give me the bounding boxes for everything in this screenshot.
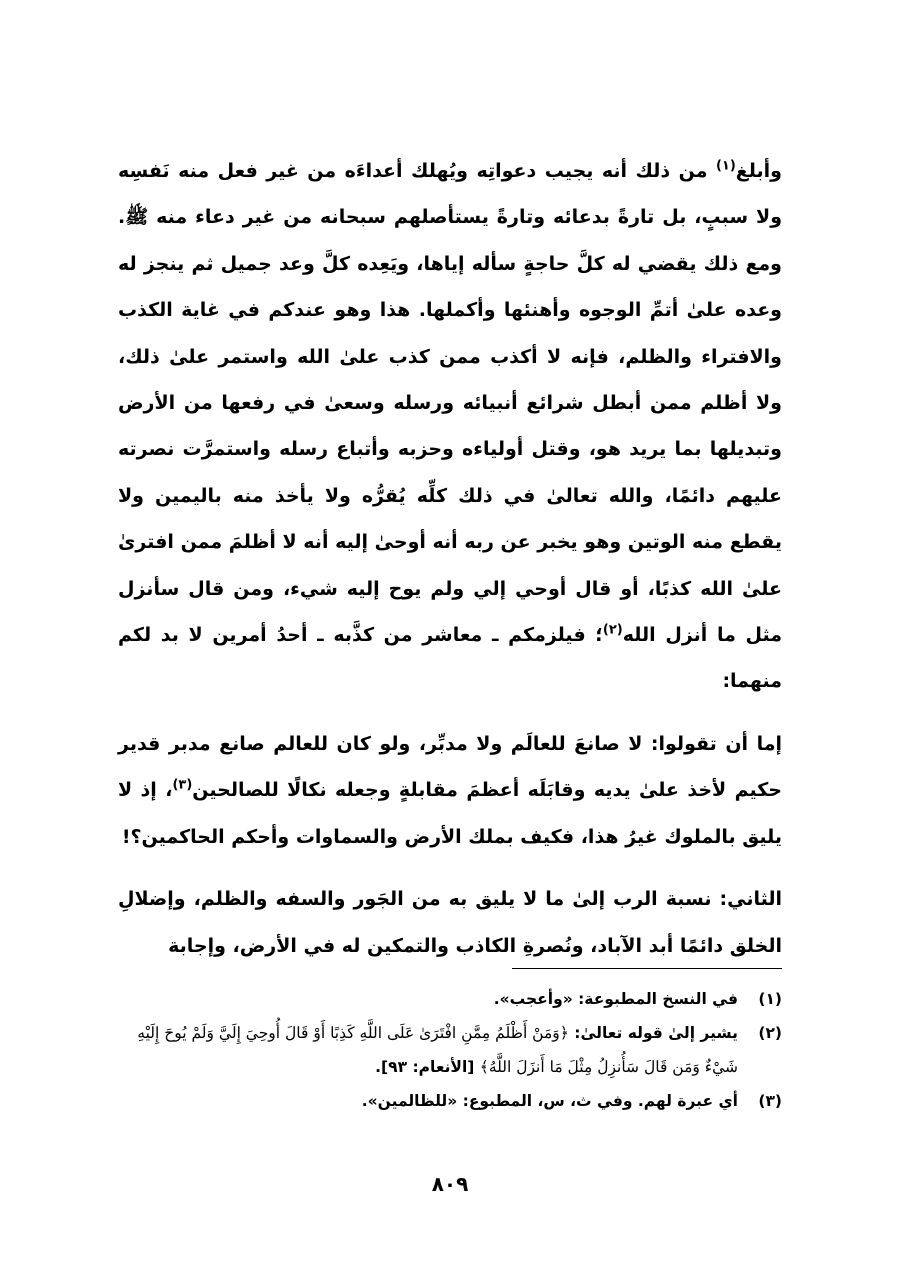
footnote-3-number: (٣)	[758, 1092, 782, 1110]
footnote-2	[118, 1016, 782, 1084]
footnote-2-reference: [الأنعام: ٩٣].	[375, 1058, 480, 1076]
paragraph-2-start: إما أن تقولوا: لا صانعَ للعالَم ولا مدبِّر، ولو كان للعالم صانع مدبر قدير حكيم لأخذ علىٰ يديه وقابَلَه أعظمَ مقابلةٍ وجعله نكالًا للصالحين	[118, 732, 782, 802]
footnote-3	[118, 1084, 782, 1118]
paragraph-3-text: الثاني: نسبة الرب إلىٰ ما لا يليق به من الجَور والسفه والظلم، وإضلالِ الخلق دائمًا أبد الآباد، ونُصرةِ الكاذب والتمكين له في الأرض، وإجابة	[118, 888, 782, 957]
footnote-ref-3: (٣)	[172, 777, 193, 793]
footnote-1-text: في النسخ المطبوعة: «وأعجب».	[493, 990, 738, 1008]
footnote-ref-1: (١)	[715, 158, 736, 174]
footnote-1	[118, 982, 782, 1016]
paragraph-1-start: وأبلغ	[735, 160, 782, 182]
footnote-ref-2: (٢)	[602, 622, 623, 638]
footnote-2-verse: ﴿وَمَنْ أَظْلَمُ مِمَّنِ افْتَرَىٰ عَلَى اللَّهِ كَذِبًا أَوْ قَالَ أُوحِيَ إِلَيَّ وَلَمْ يُوحَ إِلَيْهِ شَيْءٌ وَمَن قَالَ سَأُنزِلُ مِثْلَ مَا أَنزَلَ اللَّهُ﴾	[137, 1024, 738, 1076]
paragraph-3	[118, 876, 782, 969]
footnote-divider	[512, 968, 782, 969]
footnote-1-number: (١)	[758, 990, 782, 1008]
paragraph-2-end: ، إذ لا يليق بالملوك غيرُ هذا، فكيف بملك الأرض والسماوات وأحكم الحاكمين؟!	[118, 779, 782, 848]
footnote-3-text: أي عبرة لهم. وفي ث، س، المطبوع: «للظالمين».	[361, 1092, 738, 1110]
paragraph-1-body: من ذلك أنه يجيب دعواتِه ويُهلك أعداءَه من غير فعل منه نَفسِه ولا سببٍ، بل تارةً بدعائه وتارةً يستأصلهم سبحانه من غير دعاء منه ﷺ. ومع ذلك يقضي له كلَّ حاجةٍ سأله إياها، ويَعِده كلَّ وعد جميل ثم ينجز له وعده علىٰ أتمِّ الوجوه وأهنئها وأكملها. هذا وهو عندكم في غاية الكذب والافتراء والظلم، فإنه لا أكذب ممن كذب علىٰ الله واستمر علىٰ ذلك، ولا أظلم ممن أبطل شرائع أنبيائه ورسله وسعىٰ في رفعها من الأرض وتبديلها بما يريد هو، وقتل أولياءه وحزبه وأتباع رسله واستمرَّت نصرته عليهم دائمًا، والله تعالىٰ في ذلك كلِّه يُقرُّه ولا يأخذ منه باليمين ولا يقطع منه الوتين وهو يخبر عن ربه أنه أوحىٰ إليه أنه لا أظلمَ ممن افترىٰ علىٰ الله كذبًا، أو قال أوحي إلي ولم يوح إليه شيء، ومن قال سأنزل مثل ما أنزل الله	[118, 160, 782, 647]
paragraph-1-end: ؛ فيلزمكم ـ معاشر من كذَّبه ـ أحدُ أمرين لا بد لكم منهما:	[118, 624, 782, 693]
main-text	[118, 148, 782, 969]
paragraph-2	[118, 721, 782, 860]
paragraph-1	[118, 148, 782, 705]
page-number: ٨٠٩	[431, 1172, 469, 1196]
footnotes	[118, 982, 782, 1118]
footnote-2-number: (٢)	[758, 1024, 782, 1042]
footnote-2-intro: يشير إلىٰ قوله تعالىٰ:	[568, 1024, 738, 1042]
